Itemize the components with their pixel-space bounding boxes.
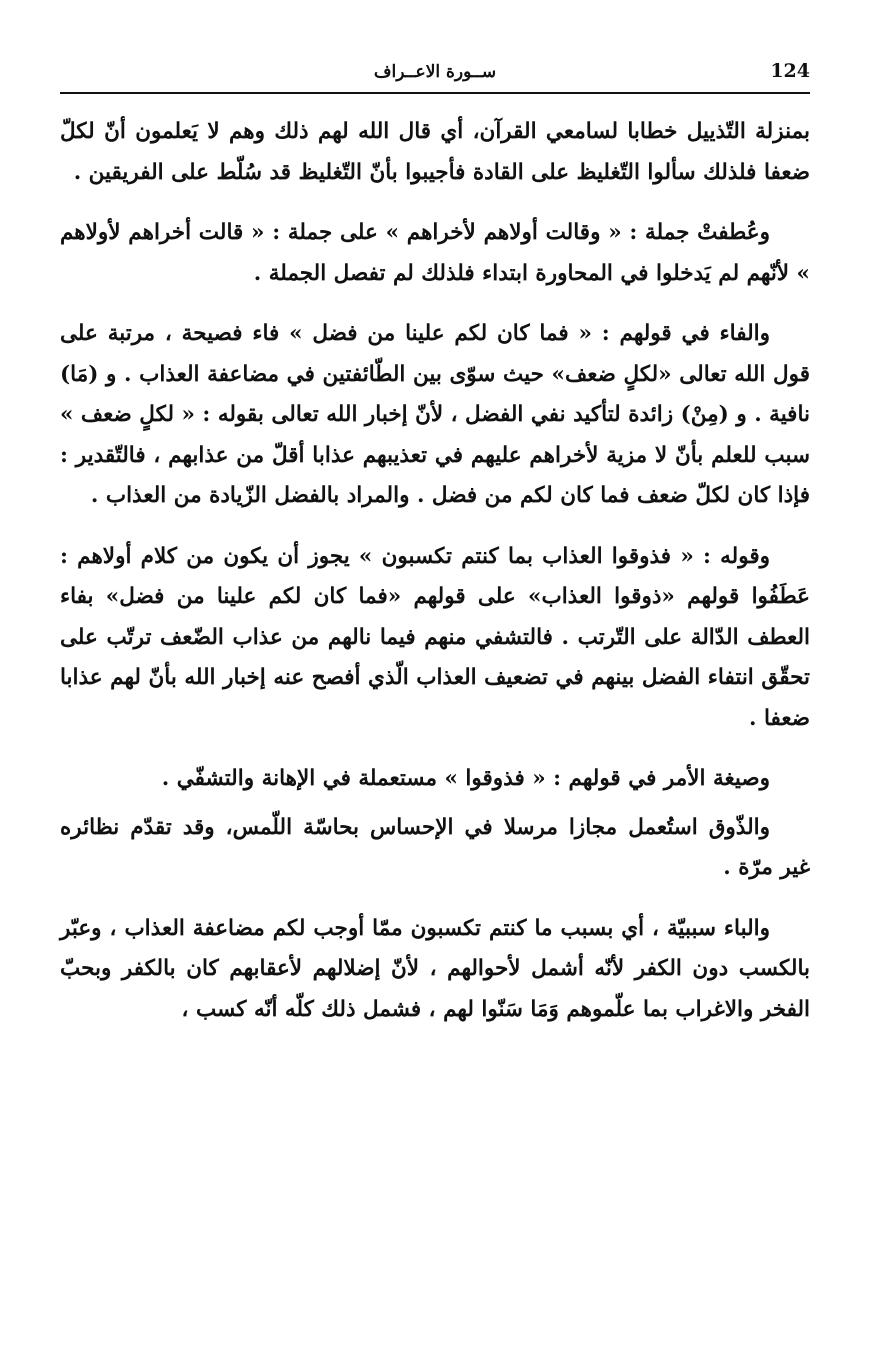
- paragraph: والذّوق استُعمل مجازا مرسلا في الإحساس بحاسّة اللّمس، وقد تقدّم نظائره غير مرّة .: [60, 814, 810, 880]
- page-number: 124: [770, 60, 810, 82]
- paragraph: وصيغة الأمر في قولهم : « فذوقوا » مستعملة في الإهانة والتشفّي .: [161, 766, 770, 791]
- paragraph: وقوله : « فذوقوا العذاب بما كنتم تكسبون » يجوز أن يكون من كلام أولاهم : عَطَفُوا قولهم «ذوقوا العذاب» على قولهم «فما كان لكم علينا من فضل» بفاء العطف الدّالة على التّرتب . فالتشفي منهم فيما نالهم من عذاب الضّعف ترتّب على تحقّق انتفاء الفضل بينهم في تضعيف العذاب الّذي أفصح عنه إخبار الله بأنّ لهم عذابا ضعفا .: [60, 543, 810, 731]
- running-title: ســورة الاعــراف: [373, 62, 497, 82]
- paragraph: بمنزلة التّذييل خطابا لسامعي القرآن، أي قال الله لهم ذلك وهم لا يَعلمون أنّ لكلّ ضعفا فلذلك سألوا التّغليظ على القادة فأجيبوا بأنّ التّغليظ قد سُلّط على الفريقين .: [60, 119, 810, 185]
- page: [60, 56, 810, 1316]
- paragraph: والباء سببيّة ، أي بسبب ما كنتم تكسبون ممّا أوجب لكم مضاعفة العذاب ، وعبّر بالكسب دون الكفر لأنّه أشمل لأحوالهم ، لأنّ إضلالهم لأعقابهم كان بالكفر وبحبّ الفخر والاغراب بما علّموهم وَمَا سَنّوا لهم ، فشمل ذلك كلّه أنّه كسب ،: [60, 915, 810, 1022]
- paragraph: والفاء في قولهم : « فما كان لكم علينا من فضل » فاء فصيحة ، مرتبة على قول الله تعالى «لكلٍ ضعف» حيث سوّى بين الطّائفتين في مضاعفة العذاب . و (مَا) نافية . و (مِنْ) زائدة لتأكيد نفي الفضل ، لأنّ إخبار الله تعالى بقوله : « لكلٍ ضعف » سبب للعلم بأنّ لا مزية لأخراهم عليهم في تعذيبهم عذابا أقلّ من عذابهم ، فالتّقدير : فإذا كان لكلّ ضعف فما كان لكم من فضل . والمراد بالفضل الزّيادة من العذاب .: [60, 321, 810, 508]
- page-header: [60, 56, 810, 94]
- paragraph: وعُطفتْ جملة : « وقالت أولاهم لأخراهم » على جملة : « قالت أخراهم لأولاهم » لأنّهم لم يَدخلوا في المحاورة ابتداء فلذلك لم تفصل الجملة .: [60, 220, 810, 286]
- body-text: [60, 112, 810, 1030]
